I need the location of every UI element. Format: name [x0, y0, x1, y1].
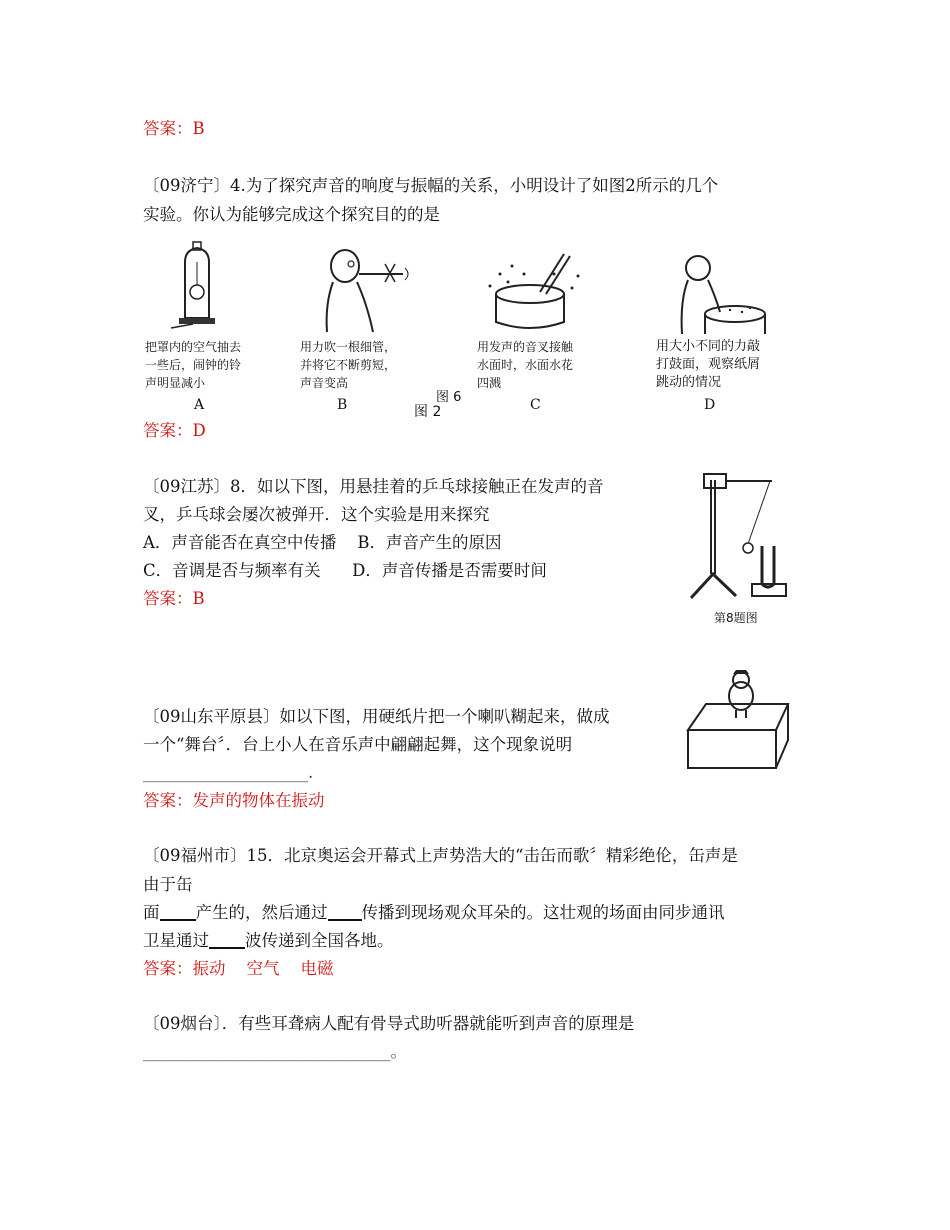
caption-b-3: 声音变高: [300, 376, 349, 390]
answer-q3: 答案：发声的物体在振动: [143, 791, 325, 810]
caption-c-2: 水面时，水面水花: [477, 358, 574, 372]
caption-d-1: 用大小不同的力敲: [656, 339, 761, 354]
speaker-stage-figure: [686, 668, 796, 773]
q1-line1: 〔09济宁〕4.为了探究声音的响度与振幅的关系，小明设计了如图2所示的几个: [143, 176, 719, 195]
drum-illustration: [660, 250, 770, 335]
q5-answer-blank: ______________________________。: [143, 1042, 407, 1061]
caption-b-2: 并将它不断剪短，: [300, 358, 397, 372]
caption-a-3: 声明显减小: [145, 376, 206, 390]
q4-line4-part1: 卫星通过: [143, 931, 209, 950]
answer-q4: 答案：振动 空气 电磁: [143, 959, 334, 978]
q2-options-cd: C．音调是否与频率有关 D．声音传播是否需要时间: [143, 561, 547, 580]
q4-line4-part2: 波传递到全国各地。: [245, 931, 394, 950]
caption-d-3: 跳动的情况: [656, 375, 722, 390]
q3-answer-blank: ____________________.: [143, 763, 314, 782]
q3-line2: 一个“舞台〞．台上小人在音乐声中翩翩起舞，这个现象说明: [143, 735, 573, 754]
q4-line3-part2: 产生的，然后通过: [195, 903, 328, 922]
caption-d-2: 打鼓面，观察纸屑: [656, 357, 761, 372]
caption-b-1: 用力吹一根细管，: [300, 340, 397, 354]
q4-line4: [143, 930, 394, 952]
q4-line3-part3: 传播到现场观众耳朵的。这壮观的场面由同步通讯: [361, 903, 725, 922]
q4-line3: [143, 902, 725, 924]
q4-line2: 由于缶: [143, 875, 193, 894]
caption-c-1: 用发声的音叉接触: [477, 340, 574, 354]
q5-line1: 〔09烟台〕．有些耳聋病人配有骨导式助听器就能听到声音的原理是: [143, 1014, 635, 1033]
panel-letter-b: B: [337, 397, 348, 413]
caption-a-2: 一些后，闹钟的铃: [145, 358, 242, 372]
answer-q1: 答案：D: [143, 421, 206, 440]
blowing-tube-illustration: [315, 244, 415, 334]
q2-options-ab: A．声音能否在真空中传播 B．声音产生的原因: [143, 533, 502, 552]
pendulum-tuning-fork-figure: [686, 466, 796, 606]
caption-a-1: 把罩内的空气抽去: [145, 340, 242, 354]
caption-c-3: 四溅: [477, 376, 502, 390]
panel-letter-d: D: [704, 397, 716, 413]
figure-2-label: 图 2: [414, 404, 442, 420]
bell-jar-illustration: [165, 240, 230, 335]
panel-letter-a: A: [194, 397, 205, 413]
figure-6-label: 图 6: [436, 390, 462, 405]
q1-line2: 实验。你认为能够完成这个探究目的的是: [143, 205, 440, 224]
figure-8-label: 第8题图: [714, 611, 758, 625]
answer-q2: 答案：B: [143, 589, 205, 608]
q2-line1: 〔09江苏〕8．如以下图，用悬挂着的乒乓球接触正在发声的音: [143, 477, 604, 496]
panel-letter-c: C: [530, 397, 541, 413]
tuning-fork-water-illustration: [480, 244, 590, 334]
q2-line2: 叉，乒乓球会屡次被弹开．这个实验是用来探究: [143, 505, 490, 524]
q4-blank-1: [160, 903, 196, 921]
q4-line3-part1: 面: [143, 903, 160, 922]
answer-q0: 答案：B: [143, 119, 205, 138]
q3-line1: 〔09山东平原县〕如以下图，用硬纸片把一个喇叭糊起来，做成: [143, 707, 610, 726]
q4-blank-2: [328, 903, 362, 921]
q4-blank-3: [209, 931, 245, 949]
q4-line1: 〔09福州市〕15．北京奥运会开幕式上声势浩大的“击缶而歌〞精彩绝伦，缶声是: [143, 846, 738, 865]
